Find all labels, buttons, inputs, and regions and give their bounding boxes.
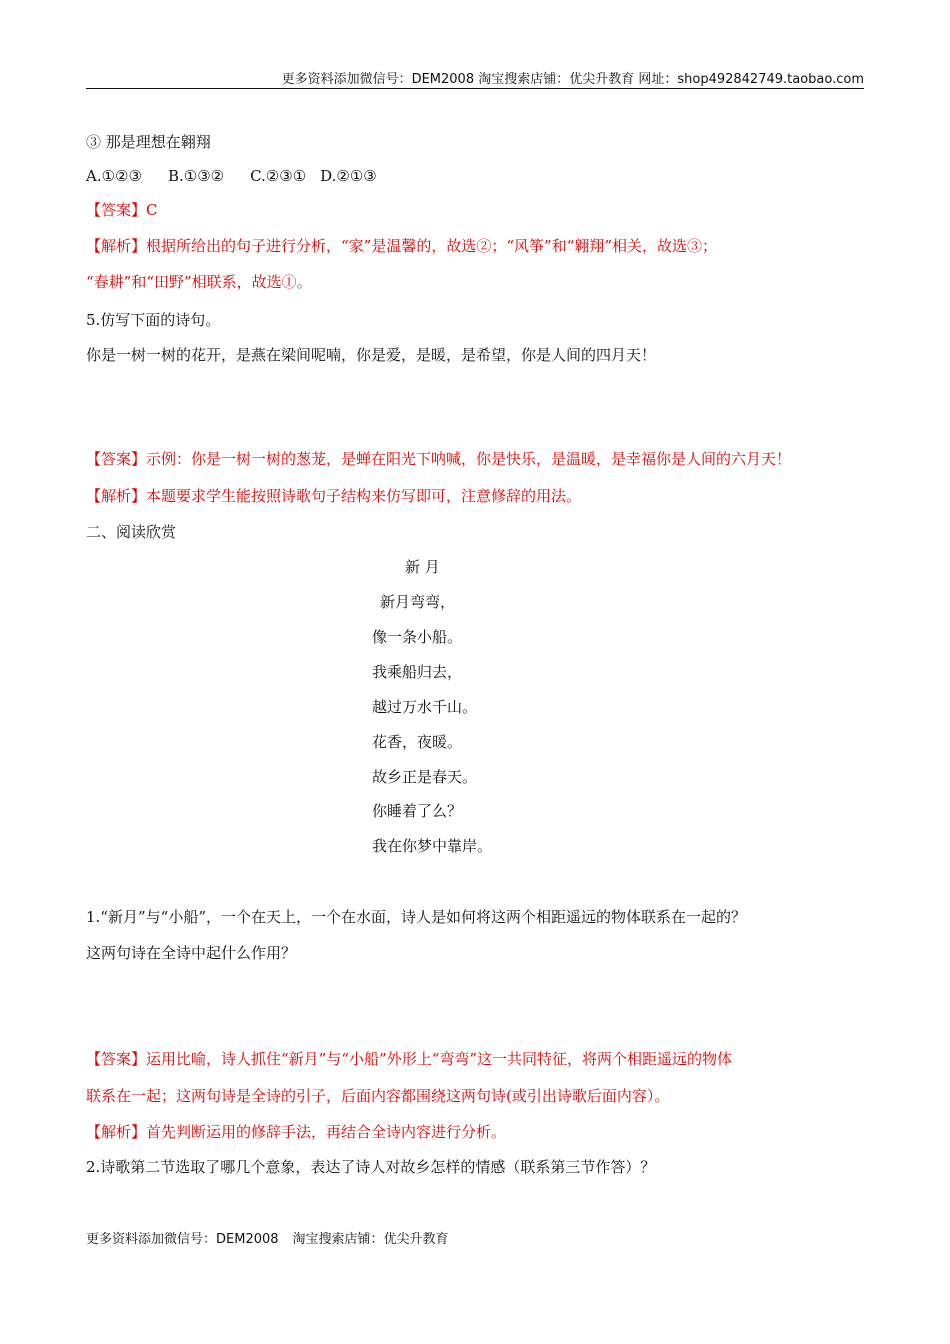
analysis-text: 首先判断运用的修辞手法，再结合全诗内容进行分析。	[146, 1123, 507, 1141]
p1-question-line2: 这两句诗在全诗中起什么作用？	[86, 944, 297, 962]
answer-text: 示例：你是一树一树的葱茏，是蝉在阳光下呐喊，你是快乐，是温暖，是幸福你是人间的六月天！	[146, 450, 792, 468]
q5-prompt: 你是一树一树的花开，是燕在梁间呢喃，你是爱，是暖，是希望，你是人间的四月天！	[86, 346, 657, 364]
p1-question-line1: 1.“新月”与“小船”，一个在天上，一个在水面，诗人是如何将这两个相距遥远的物体联系在一起的？	[86, 908, 746, 926]
option-a: A.①②③	[86, 167, 142, 185]
poem-line-4: 越过万水千山。	[372, 698, 478, 716]
section2-title: 二、阅读欣赏	[86, 523, 177, 541]
answer-tag: 【答案】	[86, 201, 147, 219]
poem-line-6: 故乡正是春天。	[372, 768, 478, 786]
q4-answer	[86, 200, 158, 220]
poem-line-1: 新月弯弯，	[380, 593, 456, 611]
footer-shop: 淘宝搜索店铺：优尖升教育	[292, 1232, 449, 1247]
analysis-text: 根据所给出的句子进行分析，“家”是温馨的，故选②；“风筝”和“翱翔”相关，故选③；	[146, 237, 718, 255]
option-d: D.②①③	[320, 167, 377, 185]
q4-item3: ③ 那是理想在翱翔	[86, 133, 211, 151]
analysis-tag: 【解析】	[86, 487, 147, 505]
footer-wechat: 更多资料添加微信号：DEM2008	[86, 1232, 279, 1247]
analysis-tag: 【解析】	[86, 237, 147, 255]
analysis-text: 本题要求学生能按照诗歌句子结构来仿写即可，注意修辞的用法。	[146, 487, 582, 505]
q5-title: 5.仿写下面的诗句。	[86, 311, 221, 329]
poem-line-3: 我乘船归去，	[372, 663, 463, 681]
answer-tag: 【答案】	[86, 450, 147, 468]
option-b: B.①③②	[167, 167, 225, 185]
q5-answer	[86, 449, 791, 469]
option-c: C.②③①	[250, 167, 307, 185]
q4-options	[86, 166, 403, 186]
answer-text: 运用比喻，诗人抓住“新月”与“小船”外形上“弯弯”这一共同特征，将两个相距遥远的物体	[146, 1050, 733, 1068]
q4-analysis-line1	[86, 236, 717, 256]
p2-question: 2.诗歌第二节选取了哪几个意象，表达了诗人对故乡怎样的情感（联系第三节作答）？	[86, 1158, 656, 1176]
poem-title: 新 月	[405, 558, 440, 576]
poem-line-2: 像一条小船。	[372, 628, 463, 646]
q4-analysis-line2: “春耕”和“田野”相联系，故选①。	[86, 273, 312, 291]
poem-line-5: 花香，夜暖。	[372, 733, 463, 751]
header-rule	[86, 88, 864, 89]
page-header: 更多资料添加微信号：DEM2008 淘宝搜索店铺：优尖升教育 网址：shop492842749.taobao.com	[281, 72, 864, 87]
p1-analysis	[86, 1122, 506, 1142]
q5-analysis	[86, 486, 581, 506]
answer-text: C	[146, 201, 158, 219]
poem-line-7: 你睡着了么？	[372, 802, 463, 820]
poem-line-8: 我在你梦中靠岸。	[372, 837, 493, 855]
analysis-tag: 【解析】	[86, 1123, 147, 1141]
p1-answer-line2: 联系在一起；这两句诗是全诗的引子，后面内容都围绕这两句诗(或引出诗歌后面内容）。	[86, 1087, 670, 1105]
answer-tag: 【答案】	[86, 1050, 147, 1068]
page-footer	[86, 1228, 463, 1247]
p1-answer-line1	[86, 1049, 732, 1069]
